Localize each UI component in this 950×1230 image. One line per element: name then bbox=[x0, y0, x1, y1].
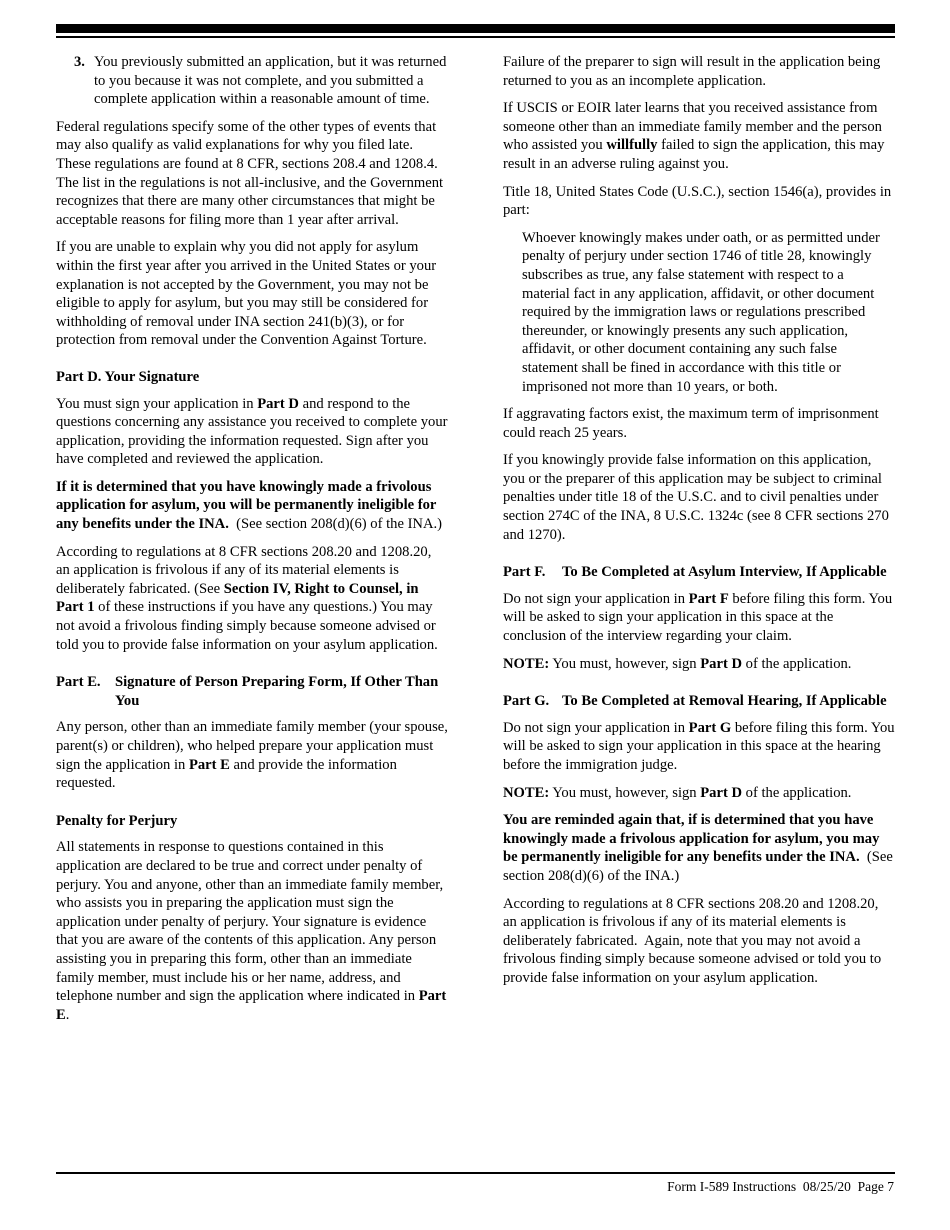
part-e-label: Part E. bbox=[56, 674, 101, 691]
part-f-title: To Be Completed at Asylum Interview, If Applicable bbox=[562, 564, 887, 581]
top-rule-thick bbox=[56, 24, 895, 33]
part-d-paragraph-1: You must sign your application in Part D and respond to the questions concerning any assistance you received to complete your application, providing the information requested. Sign after you have completed and reviewed the application. bbox=[56, 395, 448, 468]
paragraph-unable-to-explain: If you are unable to explain why you did not apply for asylum within the first year after you arrived in the United States or your explanation is not accepted by the Government, you may not be eligible to apply for asylum, but you may still be considered for withholding of removal under INA section 241(b)(3), or for protection from removal under the Convention Against Torture. bbox=[56, 239, 437, 349]
quoted-statute: Whoever knowingly makes under oath, or as permitted under penalty of perjury under section 1746 of title 28, knowingly subscribes as true, any false statement with respect to a material fact in any application, affidavit, or other document required by the immigration laws or regulations prescribed thereunder, or knowingly presents any such application, affidavit, or other document containing any such false statement shall be fined in accordance with this title or imprisoned not more than 10 years, or both. bbox=[522, 229, 880, 395]
top-rule-thin bbox=[56, 36, 895, 38]
left-column bbox=[56, 53, 448, 1033]
part-e-paragraph: Any person, other than an immediate family member (your spouse, parent(s) or children), who helped prepare your application must sign the application in Part E and provide the information requested. bbox=[56, 719, 448, 792]
list-item-text: You previously submitted an application, but it was returned to you because it was not complete, and you submitted a complete application within a reasonable amount of time. bbox=[94, 54, 447, 108]
part-e-heading bbox=[56, 673, 448, 710]
paragraph-final-frivolous: According to regulations at 8 CFR sections 208.20 and 1208.20, an application is frivolous if any of its material elements is deliberately fabricated. Again, note that you may not avoid a frivolous finding simply because someone advised or told you to provide false information on your asylum application. bbox=[503, 895, 885, 986]
penalty-for-perjury-heading: Penalty for Perjury bbox=[56, 812, 178, 829]
paragraph-reminder-frivolous: You are reminded again that, if is determined that you have knowingly made a frivolous application for asylum, you may be permanently ineligible for any benefits under the INA. (See section 208(d)(6) of the INA.) bbox=[503, 812, 897, 884]
right-column bbox=[503, 53, 895, 997]
paragraph-aggravating-factors: If aggravating factors exist, the maximum term of imprisonment could reach 25 years. bbox=[503, 406, 879, 441]
penalty-for-perjury-paragraph: All statements in response to questions contained in this application are declared to be true and correct under penalty of perjury. You and anyone, other than an immediate family member, who assists you in preparing the application must sign the application under penalty of perjury. Your signature is evidence that you are aware of the contents of this application. Any person assisting you in preparing this form, other than an immediate family member, must include his or her name, address, and telephone number and sign the application where indicated in Part E. bbox=[56, 839, 447, 1023]
part-d-paragraph-2: If it is determined that you have knowingly made a frivolous application for asylum, you will be permanently ineligible for any benefits under the INA. (See section 208(d)(6) of the INA.) bbox=[56, 478, 443, 533]
part-f-label: Part F. bbox=[503, 564, 546, 581]
part-f-note: NOTE: You must, however, sign Part D of the application. bbox=[503, 655, 852, 672]
part-f-heading bbox=[503, 563, 895, 582]
paragraph-false-information: If you knowingly provide false information on this application, you or the preparer of this application may be subject to criminal penalties under title 18 of the U.S.C. and to civil penalties under section 274C of the INA, 8 U.S.C. 1324c (see 8 CFR sections 270 and 1270). bbox=[503, 452, 889, 543]
paragraph-failure-to-sign: Failure of the preparer to sign will result in the application being returned to you as an incomplete application. bbox=[503, 54, 881, 89]
paragraph-title-18: Title 18, United States Code (U.S.C.), section 1546(a), provides in part: bbox=[503, 183, 892, 219]
list-number: 3. bbox=[74, 54, 85, 70]
part-f-paragraph: Do not sign your application in Part F before filing this form. You will be asked to sign your application in this space at the conclusion of the interview regarding your claim. bbox=[503, 590, 893, 645]
list-item-3 bbox=[56, 53, 448, 109]
part-e-title: Signature of Person Preparing Form, If Other Than You bbox=[115, 674, 439, 709]
part-d-heading: Part D. Your Signature bbox=[56, 368, 200, 385]
part-g-label: Part G. bbox=[503, 693, 550, 710]
page-footer: Form I-589 Instructions 08/25/20 Page 7 bbox=[667, 1179, 894, 1194]
bottom-rule bbox=[56, 1172, 895, 1174]
part-g-title: To Be Completed at Removal Hearing, If Applicable bbox=[562, 693, 887, 710]
paragraph-uscis-eoir: If USCIS or EOIR later learns that you received assistance from someone other than an immediate family member and the person who assisted you willfully failed to sign the application, this may result in an adverse ruling against you. bbox=[503, 100, 885, 172]
part-d-paragraph-3: According to regulations at 8 CFR sections 208.20 and 1208.20, an application is frivolous if any of its material elements is deliberately fabricated. (See Section IV, Right to Counsel, in Part 1 of these instructions if you have any questions.) You may not avoid a frivolous finding simply because someone advised or told you to provide false information on your asylum application. bbox=[56, 543, 438, 653]
part-g-note: NOTE: You must, however, sign Part D of the application. bbox=[503, 784, 852, 801]
part-g-paragraph: Do not sign your application in Part G before filing this form. You will be asked to sign your application in this space at the hearing before the immigration judge. bbox=[503, 719, 895, 773]
part-g-heading bbox=[503, 692, 895, 711]
paragraph-federal-regulations: Federal regulations specify some of the other types of events that may also qualify as valid explanations for why you filed late. These regulations are found at 8 CFR, sections 208.4 and 1208.4. The list in the regulations is not all-inclusive, and the Government recognizes that there are many other circumstances that might be acceptable reasons for filing more than 1 year after arrival. bbox=[56, 118, 444, 228]
